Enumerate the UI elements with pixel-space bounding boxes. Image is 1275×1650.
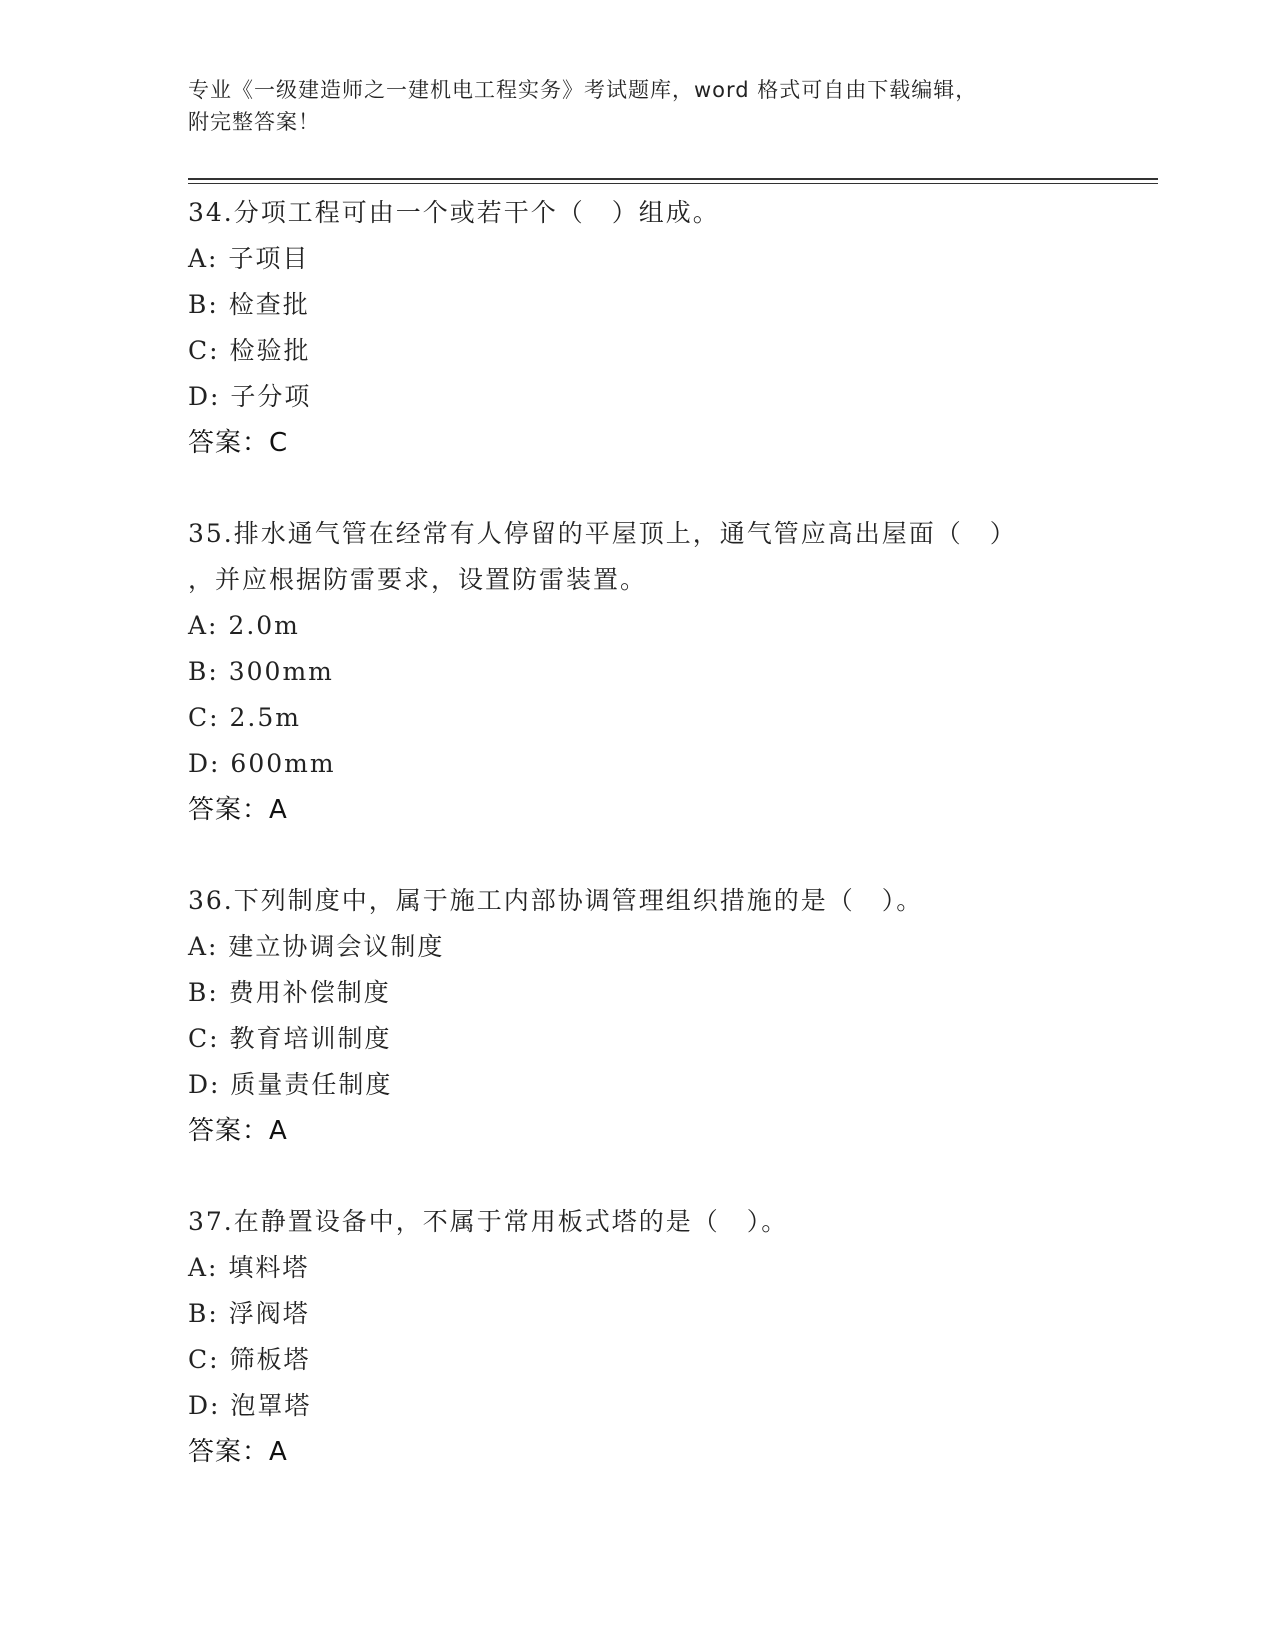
option-d: D: 600mm xyxy=(188,749,336,778)
question-stem: 37.在静置设备中，不属于常用板式塔的是（ ）。 xyxy=(188,1207,789,1236)
option-b: B: 浮阀塔 xyxy=(188,1299,310,1328)
header-line-2: 附完整答案！ xyxy=(188,110,320,134)
option-b: B: 费用补偿制度 xyxy=(188,978,391,1007)
question-stem: 36.下列制度中，属于施工内部协调管理组织措施的是（ ）。 xyxy=(188,886,924,915)
header-divider-thin xyxy=(188,183,1158,184)
option-d: D: 子分项 xyxy=(188,382,312,411)
answer-line: 答案：A xyxy=(188,795,288,825)
header-divider-thick xyxy=(188,178,1158,180)
option-a: A: 子项目 xyxy=(188,244,310,273)
option-b: B: 检查批 xyxy=(188,290,310,319)
question-stem: 35.排水通气管在经常有人停留的平屋顶上，通气管应高出屋面（ ） xyxy=(188,519,1017,548)
option-c: C: 筛板塔 xyxy=(188,1345,311,1374)
answer-line: 答案：C xyxy=(188,428,289,458)
question-36 xyxy=(188,878,1088,1154)
option-d: D: 质量责任制度 xyxy=(188,1070,393,1099)
question-list xyxy=(188,190,1088,1475)
option-c: C: 检验批 xyxy=(188,336,311,365)
option-d: D: 泡罩塔 xyxy=(188,1391,312,1420)
header-line-1: 专业《一级建造师之一建机电工程实务》考试题库，word 格式可自由下载编辑， xyxy=(188,78,978,102)
question-35 xyxy=(188,511,1088,833)
option-c: C: 教育培训制度 xyxy=(188,1024,392,1053)
document-header xyxy=(188,74,1068,138)
option-c: C: 2.5m xyxy=(188,703,301,732)
answer-line: 答案：A xyxy=(188,1116,288,1146)
answer-line: 答案：A xyxy=(188,1437,288,1467)
question-34 xyxy=(188,190,1088,466)
option-a: A: 填料塔 xyxy=(188,1253,310,1282)
question-stem: 34.分项工程可由一个或若干个（ ）组成。 xyxy=(188,198,720,227)
option-a: A: 建立协调会议制度 xyxy=(188,932,445,961)
question-37 xyxy=(188,1199,1088,1475)
option-b: B: 300mm xyxy=(188,657,334,686)
option-a: A: 2.0m xyxy=(188,611,300,640)
question-stem-continued: ，并应根据防雷要求，设置防雷装置。 xyxy=(188,565,648,594)
